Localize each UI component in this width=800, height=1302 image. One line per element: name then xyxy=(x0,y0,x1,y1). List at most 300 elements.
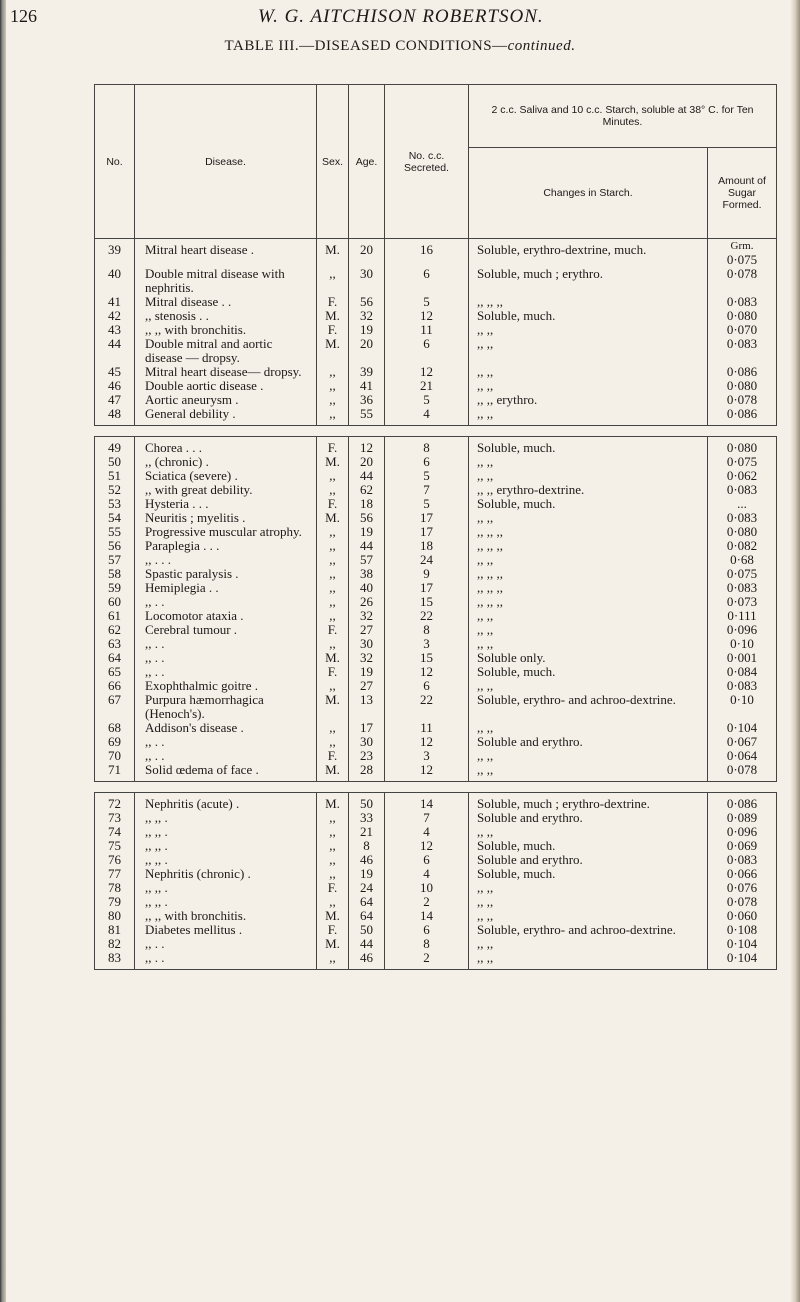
cell-sex: ,, xyxy=(317,365,349,379)
cell-secreted: 8 xyxy=(385,623,469,637)
cell-disease: Double aortic disease . xyxy=(135,379,317,393)
cell-amount: 0·070 xyxy=(708,323,777,337)
cell-disease: Mitral heart disease— dropsy. xyxy=(135,365,317,379)
cell-changes: Soluble, erythro- and achroo-dextrine. xyxy=(469,923,708,937)
table-row xyxy=(95,623,777,637)
cell-amount: 0·108 xyxy=(708,923,777,937)
table-row xyxy=(95,267,777,295)
cell-amount: 0·075 xyxy=(708,455,777,469)
table-row xyxy=(95,679,777,693)
table-row xyxy=(95,595,777,609)
header-disease: Disease. xyxy=(135,85,317,239)
cell-disease: ,, ,, . xyxy=(135,853,317,867)
cell-age: 19 xyxy=(349,665,385,679)
cell-secreted: 7 xyxy=(385,811,469,825)
cell-age: 19 xyxy=(349,323,385,337)
cell-secreted: 2 xyxy=(385,951,469,970)
cell-changes: Soluble only. xyxy=(469,651,708,665)
cell-secreted: 16 xyxy=(385,239,469,268)
cell-changes: ,, ,, xyxy=(469,469,708,483)
table-row xyxy=(95,295,777,309)
cell-sex: ,, xyxy=(317,895,349,909)
cell-age: 33 xyxy=(349,811,385,825)
running-head: W. G. AITCHISON ROBERTSON. xyxy=(258,6,544,27)
table-row xyxy=(95,539,777,553)
table-row xyxy=(95,337,777,365)
cell-no: 47 xyxy=(95,393,135,407)
cell-amount: 0·104 xyxy=(708,721,777,735)
cell-disease: Progressive muscular atrophy. xyxy=(135,525,317,539)
cell-disease: Aortic aneurysm . xyxy=(135,393,317,407)
cell-secreted: 6 xyxy=(385,853,469,867)
table-row xyxy=(95,609,777,623)
table-row xyxy=(95,811,777,825)
cell-sex: ,, xyxy=(317,609,349,623)
cell-disease: Purpura hæmorrhagica (Henoch's). xyxy=(135,693,317,721)
cell-disease: Diabetes mellitus . xyxy=(135,923,317,937)
cell-sex: ,, xyxy=(317,581,349,595)
cell-changes: Soluble, much. xyxy=(469,497,708,511)
cell-disease: ,, . . xyxy=(135,951,317,970)
table-row xyxy=(95,309,777,323)
cell-disease: ,, . . xyxy=(135,937,317,951)
cell-amount: 0·067 xyxy=(708,735,777,749)
cell-secreted: 12 xyxy=(385,839,469,853)
cell-secreted: 4 xyxy=(385,867,469,881)
table-row xyxy=(95,483,777,497)
cell-amount: 0·080 xyxy=(708,437,777,456)
cell-changes: ,, ,, erythro. xyxy=(469,393,708,407)
cell-changes: ,, ,, xyxy=(469,407,708,426)
cell-amount: 0·083 xyxy=(708,295,777,309)
cell-amount: 0·089 xyxy=(708,811,777,825)
page-number: 126 xyxy=(10,6,37,26)
cell-sex: ,, xyxy=(317,267,349,295)
cell-sex: ,, xyxy=(317,853,349,867)
gap-cell xyxy=(95,782,777,793)
cell-amount: ... xyxy=(708,497,777,511)
cell-secreted: 8 xyxy=(385,937,469,951)
cell-age: 27 xyxy=(349,623,385,637)
cell-sex: M. xyxy=(317,511,349,525)
cell-secreted: 15 xyxy=(385,651,469,665)
cell-amount: 0·078 xyxy=(708,267,777,295)
cell-no: 76 xyxy=(95,853,135,867)
cell-no: 69 xyxy=(95,735,135,749)
cell-changes: ,, ,, xyxy=(469,749,708,763)
cell-disease: Double mitral disease with nephritis. xyxy=(135,267,317,295)
cell-age: 30 xyxy=(349,267,385,295)
cell-changes: Soluble and erythro. xyxy=(469,735,708,749)
cell-disease: Double mitral and aortic disease — dropsy. xyxy=(135,337,317,365)
cell-disease: Hysteria . . . xyxy=(135,497,317,511)
cell-changes: ,, ,, xyxy=(469,825,708,839)
cell-sex: F. xyxy=(317,323,349,337)
cell-age: 57 xyxy=(349,553,385,567)
table-row xyxy=(95,407,777,426)
cell-secreted: 7 xyxy=(385,483,469,497)
cell-sex: ,, xyxy=(317,407,349,426)
cell-no: 46 xyxy=(95,379,135,393)
cell-no: 49 xyxy=(95,437,135,456)
cell-disease: General debility . xyxy=(135,407,317,426)
cell-secreted: 4 xyxy=(385,825,469,839)
cell-changes: ,, ,, ,, xyxy=(469,525,708,539)
table-row xyxy=(95,455,777,469)
table-row xyxy=(95,511,777,525)
table-row xyxy=(95,721,777,735)
cell-disease: ,, ,, . xyxy=(135,811,317,825)
caption-continued: continued. xyxy=(507,38,576,54)
cell-secreted: 15 xyxy=(385,595,469,609)
table-row xyxy=(95,825,777,839)
cell-amount: 0·086 xyxy=(708,407,777,426)
cell-age: 56 xyxy=(349,295,385,309)
cell-age: 13 xyxy=(349,693,385,721)
cell-changes: ,, ,, xyxy=(469,881,708,895)
cell-no: 63 xyxy=(95,637,135,651)
cell-secreted: 4 xyxy=(385,407,469,426)
cell-amount: 0·104 xyxy=(708,937,777,951)
cell-no: 62 xyxy=(95,623,135,637)
cell-disease: Mitral disease . . xyxy=(135,295,317,309)
cell-changes: Soluble, much. xyxy=(469,665,708,679)
cell-sex: ,, xyxy=(317,525,349,539)
cell-disease: Exophthalmic goitre . xyxy=(135,679,317,693)
table-body xyxy=(95,239,777,970)
cell-no: 81 xyxy=(95,923,135,937)
cell-secreted: 6 xyxy=(385,679,469,693)
table-row xyxy=(95,553,777,567)
cell-no: 55 xyxy=(95,525,135,539)
cell-secreted: 5 xyxy=(385,393,469,407)
cell-disease: Locomotor ataxia . xyxy=(135,609,317,623)
cell-age: 39 xyxy=(349,365,385,379)
cell-changes: ,, ,, xyxy=(469,951,708,970)
cell-disease: Mitral heart disease . xyxy=(135,239,317,268)
header-age: Age. xyxy=(349,85,385,239)
cell-age: 20 xyxy=(349,455,385,469)
cell-secreted: 17 xyxy=(385,525,469,539)
cell-no: 75 xyxy=(95,839,135,853)
cell-secreted: 9 xyxy=(385,567,469,581)
cell-disease: ,, ,, . xyxy=(135,839,317,853)
cell-sex: M. xyxy=(317,239,349,268)
cell-sex: ,, xyxy=(317,379,349,393)
cell-age: 23 xyxy=(349,749,385,763)
cell-secreted: 14 xyxy=(385,793,469,812)
cell-secreted: 12 xyxy=(385,735,469,749)
cell-secreted: 14 xyxy=(385,909,469,923)
cell-changes: Soluble, much. xyxy=(469,309,708,323)
cell-no: 43 xyxy=(95,323,135,337)
group-gap xyxy=(95,426,777,437)
cell-secreted: 11 xyxy=(385,721,469,735)
amount-value: 0·075 xyxy=(726,252,758,267)
table-row xyxy=(95,937,777,951)
cell-age: 44 xyxy=(349,469,385,483)
cell-sex: F. xyxy=(317,295,349,309)
cell-sex: F. xyxy=(317,437,349,456)
cell-amount: 0·10 xyxy=(708,693,777,721)
cell-amount: 0·069 xyxy=(708,839,777,853)
cell-age: 56 xyxy=(349,511,385,525)
header-changes: Changes in Starch. xyxy=(469,148,708,239)
cell-age: 64 xyxy=(349,895,385,909)
cell-no: 39 xyxy=(95,239,135,268)
cell-disease: Spastic paralysis . xyxy=(135,567,317,581)
cell-amount: 0·082 xyxy=(708,539,777,553)
table-row xyxy=(95,651,777,665)
table-row xyxy=(95,469,777,483)
cell-changes: ,, ,, xyxy=(469,365,708,379)
cell-secreted: 5 xyxy=(385,497,469,511)
cell-no: 64 xyxy=(95,651,135,665)
cell-disease: ,, . . xyxy=(135,735,317,749)
cell-secreted: 21 xyxy=(385,379,469,393)
cell-age: 19 xyxy=(349,867,385,881)
cell-age: 8 xyxy=(349,839,385,853)
cell-amount: 0·076 xyxy=(708,881,777,895)
amount-unit: Grm. xyxy=(730,240,754,252)
cell-secreted: 22 xyxy=(385,609,469,623)
cell-age: 46 xyxy=(349,951,385,970)
cell-amount: 0·083 xyxy=(708,337,777,365)
cell-secreted: 12 xyxy=(385,763,469,782)
cell-secreted: 2 xyxy=(385,895,469,909)
cell-no: 65 xyxy=(95,665,135,679)
cell-changes: Soluble, much ; erythro-dextrine. xyxy=(469,793,708,812)
cell-sex: M. xyxy=(317,455,349,469)
cell-sex: M. xyxy=(317,309,349,323)
cell-secreted: 17 xyxy=(385,511,469,525)
cell-disease: Hemiplegia . . xyxy=(135,581,317,595)
cell-disease: Nephritis (chronic) . xyxy=(135,867,317,881)
cell-no: 44 xyxy=(95,337,135,365)
cell-disease: Sciatica (severe) . xyxy=(135,469,317,483)
cell-age: 18 xyxy=(349,497,385,511)
header-sex: Sex. xyxy=(317,85,349,239)
cell-changes: ,, ,, xyxy=(469,455,708,469)
cell-changes: ,, ,, xyxy=(469,721,708,735)
cell-no: 42 xyxy=(95,309,135,323)
cell-sex: ,, xyxy=(317,679,349,693)
table-row xyxy=(95,923,777,937)
cell-age: 20 xyxy=(349,239,385,268)
cell-no: 80 xyxy=(95,909,135,923)
cell-sex: ,, xyxy=(317,469,349,483)
cell-amount: 0·080 xyxy=(708,379,777,393)
cell-sex: ,, xyxy=(317,839,349,853)
cell-sex: ,, xyxy=(317,637,349,651)
cell-no: 79 xyxy=(95,895,135,909)
table-row xyxy=(95,637,777,651)
page-fore-edge xyxy=(790,0,800,1302)
cell-no: 68 xyxy=(95,721,135,735)
table-row xyxy=(95,323,777,337)
table-row xyxy=(95,379,777,393)
cell-no: 78 xyxy=(95,881,135,895)
group-gap xyxy=(95,782,777,793)
cell-amount: 0·084 xyxy=(708,665,777,679)
table-row xyxy=(95,393,777,407)
cell-amount: 0·083 xyxy=(708,853,777,867)
cell-changes: ,, ,, ,, xyxy=(469,539,708,553)
cell-disease: ,, . . xyxy=(135,595,317,609)
table-row xyxy=(95,525,777,539)
table-row xyxy=(95,497,777,511)
header-group: 2 c.c. Saliva and 10 c.c. Starch, soluble at 38° C. for Ten Minutes. xyxy=(469,85,777,148)
cell-amount: 0·078 xyxy=(708,393,777,407)
cell-age: 21 xyxy=(349,825,385,839)
cell-changes: ,, ,, erythro-dextrine. xyxy=(469,483,708,497)
cell-disease: ,, ,, with bronchitis. xyxy=(135,323,317,337)
gap-cell xyxy=(95,426,777,437)
table-row xyxy=(95,763,777,782)
cell-age: 30 xyxy=(349,735,385,749)
cell-age: 41 xyxy=(349,379,385,393)
caption-main: TABLE III.—DISEASED CONDITIONS— xyxy=(224,38,508,54)
cell-amount: 0·68 xyxy=(708,553,777,567)
table-caption xyxy=(0,38,800,55)
cell-disease: ,, ,, . xyxy=(135,895,317,909)
cell-age: 40 xyxy=(349,581,385,595)
cell-no: 51 xyxy=(95,469,135,483)
cell-disease: ,, . . xyxy=(135,651,317,665)
cell-secreted: 6 xyxy=(385,923,469,937)
cell-no: 66 xyxy=(95,679,135,693)
cell-disease: ,, . . xyxy=(135,665,317,679)
cell-secreted: 6 xyxy=(385,337,469,365)
cell-no: 61 xyxy=(95,609,135,623)
cell-no: 60 xyxy=(95,595,135,609)
cell-sex: ,, xyxy=(317,539,349,553)
cell-changes: ,, ,, xyxy=(469,553,708,567)
cell-amount: 0·001 xyxy=(708,651,777,665)
cell-sex: M. xyxy=(317,763,349,782)
cell-secreted: 11 xyxy=(385,323,469,337)
cell-amount: 0·096 xyxy=(708,623,777,637)
cell-sex: ,, xyxy=(317,483,349,497)
cell-no: 72 xyxy=(95,793,135,812)
cell-age: 50 xyxy=(349,793,385,812)
cell-no: 52 xyxy=(95,483,135,497)
cell-sex: ,, xyxy=(317,553,349,567)
cell-changes: Soluble, much. xyxy=(469,839,708,853)
table-row xyxy=(95,909,777,923)
table-row xyxy=(95,951,777,970)
header-amount: Amount of Sugar Formed. xyxy=(708,148,777,239)
page-binding-edge xyxy=(0,0,6,1302)
cell-secreted: 8 xyxy=(385,437,469,456)
cell-age: 32 xyxy=(349,609,385,623)
cell-age: 55 xyxy=(349,407,385,426)
cell-age: 12 xyxy=(349,437,385,456)
cell-age: 50 xyxy=(349,923,385,937)
cell-no: 48 xyxy=(95,407,135,426)
cell-disease: Cerebral tumour . xyxy=(135,623,317,637)
cell-sex: ,, xyxy=(317,567,349,581)
cell-sex: ,, xyxy=(317,735,349,749)
cell-disease: Nephritis (acute) . xyxy=(135,793,317,812)
cell-amount: 0·083 xyxy=(708,581,777,595)
cell-sex: ,, xyxy=(317,721,349,735)
header-no: No. xyxy=(95,85,135,239)
cell-sex: F. xyxy=(317,881,349,895)
cell-changes: ,, ,, xyxy=(469,909,708,923)
cell-no: 57 xyxy=(95,553,135,567)
cell-no: 56 xyxy=(95,539,135,553)
cell-disease: ,, (chronic) . xyxy=(135,455,317,469)
cell-no: 67 xyxy=(95,693,135,721)
cell-no: 45 xyxy=(95,365,135,379)
cell-sex: F. xyxy=(317,497,349,511)
table-row xyxy=(95,239,777,268)
cell-changes: ,, ,, xyxy=(469,337,708,365)
cell-age: 46 xyxy=(349,853,385,867)
cell-secreted: 10 xyxy=(385,881,469,895)
cell-amount: 0·078 xyxy=(708,895,777,909)
cell-sex: M. xyxy=(317,937,349,951)
cell-changes: ,, ,, ,, xyxy=(469,295,708,309)
cell-sex: ,, xyxy=(317,867,349,881)
cell-amount: 0·075 xyxy=(708,567,777,581)
cell-secreted: 24 xyxy=(385,553,469,567)
cell-age: 24 xyxy=(349,881,385,895)
cell-changes: Soluble and erythro. xyxy=(469,853,708,867)
cell-sex: ,, xyxy=(317,595,349,609)
cell-disease: ,, . . . xyxy=(135,553,317,567)
cell-amount: 0·073 xyxy=(708,595,777,609)
cell-changes: ,, ,, xyxy=(469,379,708,393)
table-row xyxy=(95,735,777,749)
cell-age: 38 xyxy=(349,567,385,581)
table-row xyxy=(95,839,777,853)
cell-sex: M. xyxy=(317,337,349,365)
cell-no: 58 xyxy=(95,567,135,581)
data-table xyxy=(94,84,777,970)
cell-amount: 0·10 xyxy=(708,637,777,651)
cell-amount: 0·064 xyxy=(708,749,777,763)
cell-sex: M. xyxy=(317,651,349,665)
cell-secreted: 6 xyxy=(385,267,469,295)
cell-secreted: 18 xyxy=(385,539,469,553)
cell-secreted: 6 xyxy=(385,455,469,469)
cell-changes: Soluble, much. xyxy=(469,867,708,881)
cell-sex: M. xyxy=(317,909,349,923)
cell-age: 44 xyxy=(349,937,385,951)
cell-disease: ,, ,, with bronchitis. xyxy=(135,909,317,923)
cell-no: 71 xyxy=(95,763,135,782)
cell-age: 30 xyxy=(349,637,385,651)
table-row xyxy=(95,665,777,679)
cell-secreted: 12 xyxy=(385,309,469,323)
cell-amount: 0·080 xyxy=(708,525,777,539)
table-row xyxy=(95,853,777,867)
cell-amount: 0·083 xyxy=(708,511,777,525)
cell-changes: ,, ,, xyxy=(469,637,708,651)
cell-age: 19 xyxy=(349,525,385,539)
cell-changes: ,, ,, xyxy=(469,623,708,637)
cell-sex: ,, xyxy=(317,811,349,825)
table-row xyxy=(95,793,777,812)
cell-no: 41 xyxy=(95,295,135,309)
cell-changes: ,, ,, ,, xyxy=(469,595,708,609)
cell-changes: ,, ,, xyxy=(469,323,708,337)
cell-disease: ,, ,, . xyxy=(135,825,317,839)
cell-changes: ,, ,, xyxy=(469,763,708,782)
table-row xyxy=(95,365,777,379)
